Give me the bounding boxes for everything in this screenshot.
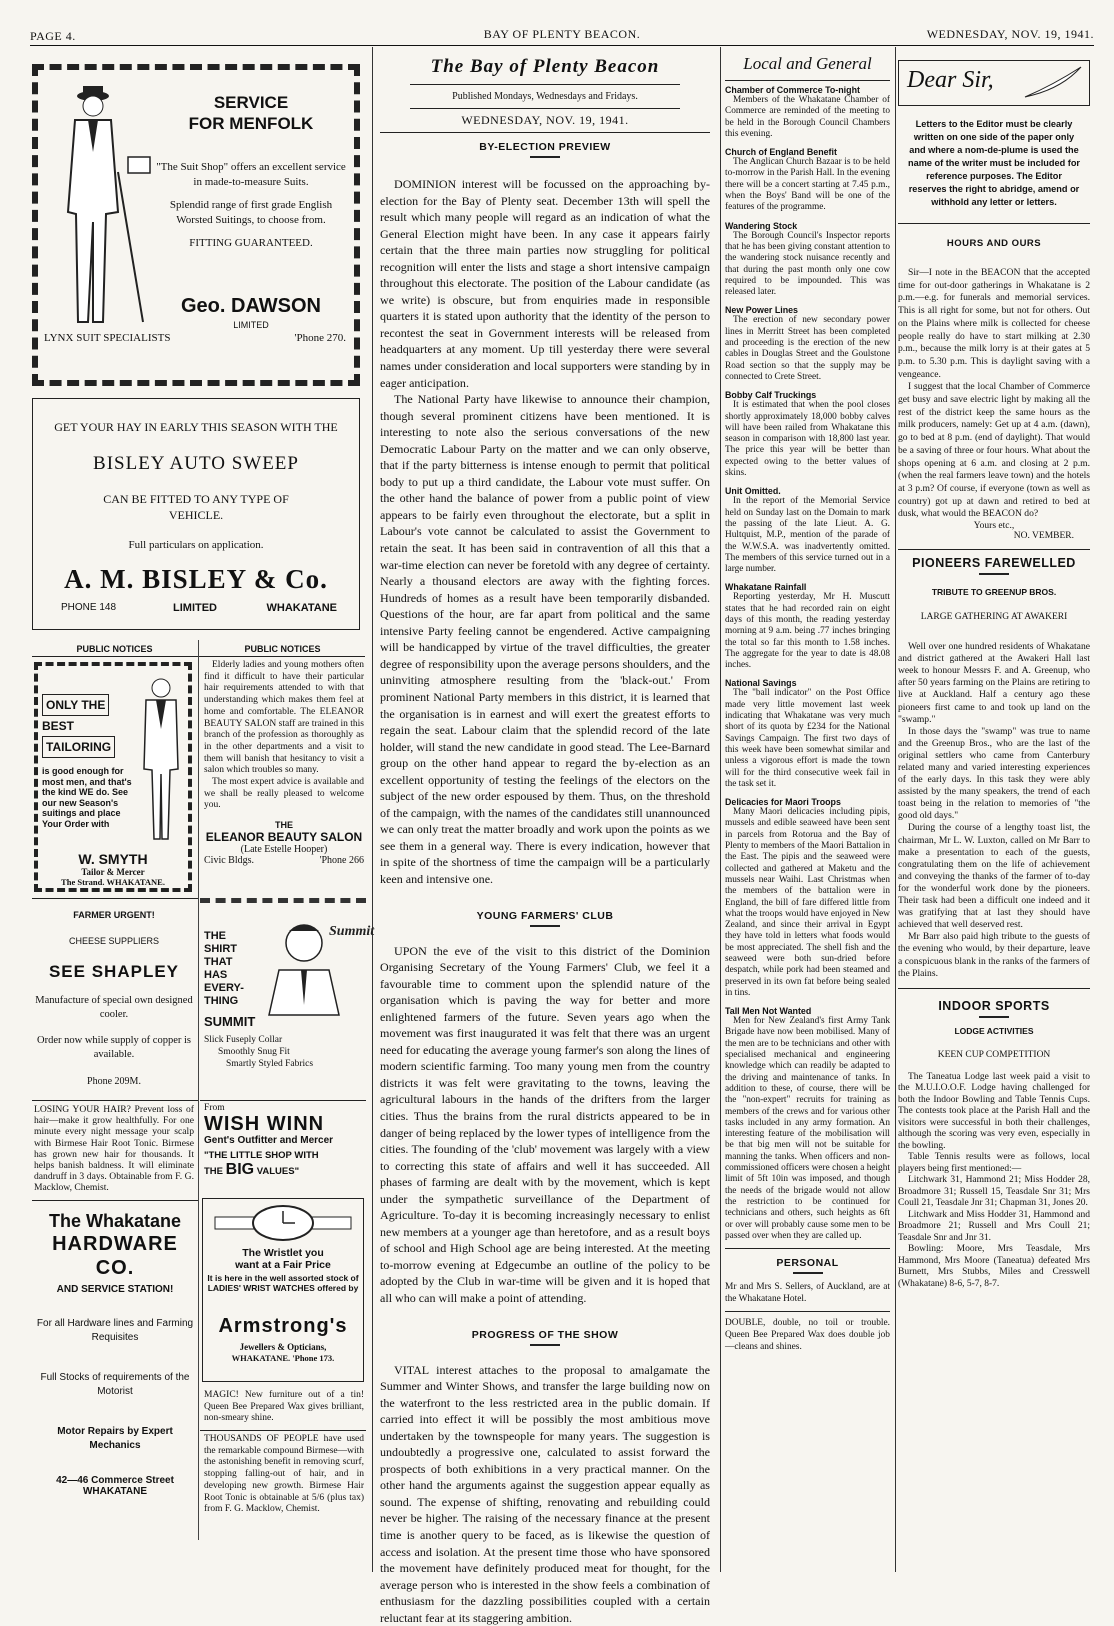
- magic-wax-notice: MAGIC! New furniture out of a tin! Queen Bee Prepared Wax gives brilliant, non-smeary shine.: [204, 1390, 364, 1423]
- news-item-text: Many Maori delicacies including pipis, mussels and edible seaweed have been sent in parcels from Rotorua and the Bay of Plenty to members of the Maori Battalion in the East. The pipis and the seaweed were collected and gathered at Maketu and the mussels near Waihi. Last Christmas when the members of the battalion were in England, the bill of fare differed little from what the troops would have enjoyed in New Zealand, and since their arrival in Egypt they have told in letters what foods would be most appreciated. The shell fish and the seaweed were both sun-dried before despatch, while pork had been steamed and preserved in its own fat before being sealed in tins.: [725, 807, 890, 998]
- news-item-text: Reporting yesterday, Mr H. Muscutt states that he had recorded rain on eight days of this month, the reading yesterday morning at 9 a.m. being .77 inches bringing the total so far this month to 1.58 inches. The aggregate for the year to date is 48.08 inches.: [725, 592, 890, 671]
- article-paragraph: Table Tennis results were as follows, local players being first mentioned:—: [898, 1152, 1090, 1174]
- winn-big: BIG: [225, 1161, 255, 1178]
- article-paragraph: The Taneatua Lodge last week paid a visit to the M.U.I.O.O.F. Lodge having challenged for both the Indoor Bowling and Table Tennis Cups. The contests took place at the Parish Hall and the visitors were successful in both their challenges, although the scoring was very even, especially in the bowling.: [898, 1071, 1090, 1151]
- article-paragraph: In those days the "swamp" was true to name and the Greenup Bros., who are the last of the original settlers who came from Canterbury related many and varied interesting experiences of the early days. In this task they were ably assisted by the many speakers, the trend of each toast being in the relation to memories of "the good old days.": [898, 725, 1090, 822]
- article-subheading: LARGE GATHERING AT AWAKERI: [920, 612, 1068, 623]
- quill-pen-icon: [1023, 65, 1083, 99]
- hardware-title: HARDWARE CO.: [52, 1233, 178, 1279]
- hardware-text: Full Stocks of requirements of the Motorist: [40, 1372, 190, 1397]
- smyth-name: W. SMYTH: [78, 851, 148, 867]
- local-general-column: [725, 50, 890, 1353]
- winn-trade: Gent's Outfitter and Mercer: [204, 1135, 334, 1146]
- dawson-text: "The Suit Shop" offers an excellent service in made-to-measure Suits.: [156, 161, 346, 188]
- summit-line: THING: [204, 995, 239, 1007]
- bisley-brand: A. M. BISLEY & Co.: [64, 564, 328, 594]
- shapley-line: FARMER URGENT!: [73, 910, 155, 920]
- article-paragraph: The National Party have likewise to announce their champion, though several prominent citizens have been mentioned. It is interesting to note also the serious conversations of the new Democratic Labour Party on the matter and we can only observe, that if the party bitterness is intense enough to permit that political body to put up a third candidate, the Labour vote must suffer. On the other hand the balance of power from a public point of view appears to be fairly even throughout the electorate, but a split in Labour's vote cannot be calculated to assist the Government to retain the seat. It has been said in contravention of all this that a war-time election can never be foretold with any degree of certainty. Nearly a thousand electors are away with the fighting forces. Hundreds of homes as a result have been temporarily disbanded. Questions of the hour, are far apart from political and the same intensive Party feeling cannot be engendered. Active campaigning will be handicapped by virtue of the travel difficulties, the greater degree of responsibility upon the average persons shoulders, and the uninviting atmosphere resulting from the 'black-out.' From prominent National Party members in this district, it is learned that the organisation is in earnest and will exert the greatest efforts to regain the seat. Labour claim that the splendid record of the late holder, will stand the new candidate in good stead. The Lee-Barnard group on the other hand appear to regard the by-election as an excellent opportunity of testing the feelings of the electors on the subject of the new order espoused by them. Thus, on the threshold of the campaign, with the names of the candidates still unannounced we can only treat the matter broadly and work upon the points as we see them in a general way. There is every indication, however that in spite of the shortness of time the campaign will be a particularly keen and intensive one.: [380, 392, 710, 886]
- news-item-text: In the report of the Memorial Service held on Sunday last on the Domain to mark the passing of the late Lieut. A. G. Hultquist, M.P., mention of the parade of the W.W.S.A. was inadvertently omitted. The members of this service turned out in a large number.: [725, 496, 890, 575]
- editorial-column: [380, 50, 710, 1626]
- summit-feature: Slick Fuseply Collar: [204, 1035, 283, 1045]
- news-item-heading: Wandering Stock: [725, 220, 798, 231]
- shirt-man-illustration: [259, 915, 375, 1020]
- news-item-heading: National Savings: [725, 678, 797, 689]
- hardware-ad: [34, 1210, 196, 1550]
- dawson-brand: Geo. DAWSON: [180, 295, 321, 317]
- public-notices-heading: PUBLIC NOTICES: [76, 644, 153, 654]
- shapley-name: SEE SHAPLEY: [48, 962, 180, 981]
- summit-line: THAT: [204, 956, 233, 968]
- letter-heading: HOURS AND OURS: [946, 238, 1042, 249]
- winn-name: WISH WINN: [204, 1113, 325, 1135]
- smyth-ad: [34, 662, 192, 892]
- dawson-limited: LIMITED: [233, 320, 269, 330]
- shapley-ad: [34, 910, 194, 1087]
- winn-from: From: [204, 1103, 225, 1113]
- article-paragraph: Mr Barr also paid high tribute to the guests of the evening who would, by their departure, leave a conspicuous blank in the ranks of the farmers of the Plains.: [898, 931, 1090, 979]
- top-rule: [30, 45, 1094, 46]
- hardware-address: 42—46 Commerce Street: [56, 1475, 174, 1486]
- masthead: [30, 25, 1094, 43]
- smyth-tailoring: TAILORING: [42, 736, 115, 758]
- winn-slogan: "THE LITTLE SHOP WITH: [204, 1150, 319, 1161]
- beauty-the: THE: [275, 820, 293, 831]
- smyth-only: ONLY THE: [42, 694, 109, 716]
- nameplate: The Bay of Plenty Beacon: [430, 56, 660, 77]
- hardware-text: For all Hardware lines and Farming Requisites: [36, 1318, 194, 1343]
- news-item-text: The Anglican Church Bazaar is to be held to-morrow in the Parish Hall. In the evening there will be a concert starting at 7.45 p.m., when the Boys' Band will be one of the features of the programme.: [725, 157, 890, 213]
- hardware-town: WHAKATANE: [82, 1486, 148, 1497]
- dawson-title: SERVICE: [213, 93, 289, 112]
- letters-column: [898, 50, 1090, 1290]
- dear-sir-text: Dear Sir,: [907, 67, 994, 93]
- summit-line: EVERY-: [204, 982, 244, 994]
- bisley-town: WHAKATANE: [266, 602, 337, 614]
- dawson-phone: 'Phone 270.: [294, 332, 346, 344]
- news-item-heading: New Power Lines: [725, 305, 798, 316]
- winn-slogan: VALUES": [256, 1166, 300, 1177]
- eleanor-beauty-ad: [204, 660, 364, 869]
- hardware-text: Motor Repairs by Expert Mechanics: [57, 1426, 173, 1451]
- armstrong-name: Armstrong's: [218, 1315, 348, 1337]
- armstrong-text: It is here in the well assorted stock of LADIES' WRIST WATCHES offered by: [207, 1273, 359, 1293]
- beauty-phone: 'Phone 266: [319, 855, 364, 867]
- armstrong-ad: [202, 1198, 364, 1382]
- bisley-limited: LIMITED: [173, 602, 217, 614]
- letter-signoff: Yours etc.,: [973, 521, 1015, 532]
- article-heading: YOUNG FARMERS' CLUB: [476, 909, 614, 922]
- svg-text:Summit: Summit: [329, 924, 375, 939]
- birmese-notice: THOUSANDS OF PEOPLE have used the remarkable compound Birmese—with the astonishing benefit in removing scurf, stopping falling-out of hair, and in developing new growth. Birmese Hair Root Tonic is obtainable at 5/6 (plus tax) from F. G. Macklow, Chemist.: [204, 1434, 364, 1515]
- smyth-address: The Strand. WHAKATANE.: [61, 877, 165, 887]
- bisley-product: BISLEY AUTO SWEEP: [93, 453, 299, 474]
- summit-feature: Smartly Styled Fabrics: [226, 1059, 314, 1069]
- news-item-heading: Tall Men Not Wanted: [725, 1006, 812, 1017]
- beauty-text: The most expert advice is available and we shall be really pleased to welcome you.: [204, 777, 364, 811]
- personal-text: Mr and Mrs S. Sellers, of Auckland, are at the Whakatane Hotel.: [725, 1282, 890, 1304]
- issue-date: WEDNESDAY, NOV. 19, 1941.: [926, 27, 1094, 41]
- wish-winn-ad: [204, 1103, 364, 1191]
- news-item-heading: Bobby Calf Truckings: [725, 390, 817, 401]
- news-item-text: Members of the Whakatane Chamber of Commerce are reminded of the meeting to be held in the Borough Council Chambers this evening.: [725, 95, 890, 139]
- wristwatch-illustration: [211, 1203, 356, 1243]
- news-item-text: The erection of new secondary power lines in Merritt Street has been completed and proceeding is the erection of the new cables in Douglas Street and the Goulstone Road section so that the supply may be connected to Crete Street.: [725, 315, 890, 382]
- dawson-subtitle: FOR MENFOLK: [188, 114, 314, 133]
- dawson-text: Splendid range of first grade English Worsted Suitings, to choose from.: [169, 199, 333, 226]
- dawson-spec: LYNX SUIT SPECIALISTS: [44, 332, 171, 344]
- news-item-heading: Whakatane Rainfall: [725, 582, 807, 593]
- letter-paragraph: I suggest that the local Chamber of Commerce get busy and save electric light by making all the rest of the district keep the same hours as the milk producers, namely: Get up at 4 a.m. (dawn), go to bed at 8 p.m. (end of daylight). That would be a saving of three or four hours. What about the shops opening at 6 a.m. and closing at 2 p.m. (when the real farmers leave town) and the hotels at 3 p.m? Of course, if everyone (town as well as country) got up at dawn and retired to bed at dusk, what would the BEACON do?: [898, 381, 1090, 520]
- publication-schedule: Published Mondays, Wednesdays and Fridays.: [452, 91, 638, 102]
- beauty-text: Elderly ladies and young mothers often find it difficult to have their particular hair requirements attended to with that understanding which makes them feel at home and comfortable. The ELEANOR BEAUTY SALON staff are trained in this branch of the profession as thoroughly as in the other departments and a visit to them will banish that hesitancy to visit a salon which troubles so many.: [204, 660, 364, 776]
- armstrong-address: WHAKATANE. 'Phone 173.: [231, 1353, 335, 1363]
- shapley-line: Order now while supply of copper is available.: [37, 1035, 191, 1060]
- bisley-line: CAN BE FITTED TO ANY TYPE OF VEHICLE.: [103, 492, 289, 522]
- beauty-address: Civic Bldgs.: [204, 855, 255, 867]
- column-divider: [895, 47, 896, 1572]
- smyth-trade: Tailor & Mercer: [81, 867, 145, 877]
- article-paragraph: Bowling: Moore, Mrs Teasdale, Mrs Hammond, Mrs Moore (Taneatua) defeated Mrs Burnett, Mrs Stubbs, Miles and Cresswell (Whakatane) 8-6, 5-7, 8-7.: [898, 1244, 1090, 1289]
- smyth-best: BEST: [42, 719, 75, 733]
- summit-line: HAS: [204, 969, 228, 981]
- article-heading: PIONEERS FAREWELLED: [912, 556, 1076, 571]
- summit-line: THE: [204, 930, 226, 942]
- article-heading: INDOOR SPORTS: [938, 998, 1050, 1013]
- news-item-heading: Church of England Benefit: [725, 147, 837, 158]
- article-paragraph: DOMINION interest will be focussed on the approaching by-election for the Bay of Plenty seat. December 13th will spell the result which many people will regard as an indication of what the General Election might have been. In any case it appears fairly certain that the three main parties now struggling for political recognition will enter the lists and stage a short intensive campaign throughout this electorate. The position of the Labour candidate (as we write) is obscure, but from enquiries made in responsible quarters it is stated upon authority that the identity of the person to recontest the seat in Government interests will be released from headquarters at any moment. Up till yesterday there were several names under consideration and local supporters were standing by in eager anticipation.: [380, 177, 710, 390]
- letters-policy: Letters to the Editor must be clearly written on one side of the paper only and where a nom-de-plume is used the name of the writer must be included for reference purposes. The Editor reserves the right to abridge, amend or withhold any letter or letters.: [907, 119, 1081, 207]
- winn-slogan: THE: [204, 1166, 223, 1177]
- dawson-text: FITTING GUARANTEED.: [189, 237, 313, 249]
- smyth-text: is good enough for most men, and that's the kind WE do. See our new Season's suitings and place Your Order with: [42, 766, 132, 829]
- letter-signature: NO. VEMBER.: [1013, 531, 1074, 542]
- bisley-phone: PHONE 148: [61, 602, 117, 613]
- news-item-heading: Chamber of Commerce To-night: [725, 85, 860, 95]
- news-item-text: Men for New Zealand's first Army Tank Brigade have now been mobilised. Many of the men are to be technicians and other with specialised mechanical and engineering knowledge which can readily be adapted to the driving and maintenance of tanks. In addition to these, of course, there will be the "non-expert" recruits for training as members of the crews and for various other tasks included in any army formation. An interesting feature of the mobilisation will be that big men will not be suitable for manning the tanks. When officers and non-commissioned officers were chosen a height limit of 5ft 10in was imposed, and though the needs of the brigade would not allow the restriction to be continued for technicians and others, such heights as 6ft or over will probably cause some men to be passed over when they are called up.: [725, 1016, 890, 1241]
- news-item-text: The "ball indicator" on the Post Office made very little movement last week indicating that Whakatane was very much short of its quota by £234 for the National Savings Campaign. The first two days of this week have been somewhat similar and unless a vigorous effort is made the town will for the third consecutive week fail in the task set it.: [725, 688, 890, 789]
- summit-line: SHIRT: [204, 943, 237, 955]
- article-paragraph: UPON the eve of the visit to this district of the Dominion Organising Secretary of the Young Farmers' Club, we feel it a favourable time to comment upon the splendid nature of the organisation which is paving the way for better and more enlightened farmers of the future. Seven years ago when the movement was first inaugurated it was felt that there was an urgent need for educating the average young farmer's son along the lines of modern scientific farming. Too many young men from the country districts it was felt were gravitating to the towns, leaving the agricultural labours in the hands of the drifters from the larger cities. Thus the brains from the rural districts appeared to be in danger of being replaced by the lower types of intelligence from the cities. The founding of the 'club' movement was largely with a view to correcting this state of affairs and well it has succeeded. All phases of farming are dealt with by the movement, which is kept under the sympathetic surveillance of the Department of Agriculture. To-day it is becoming increasingly necessary to enlist new members at a younger age than heretofore, and as a result boys of school and High School age are being interested. At the meeting to-morrow evening at Edgecumbe an outline of the policy to be adopted by the Club in war-time will be given and it is hoped that all who can will make a point of attending.: [380, 943, 710, 1305]
- armstrong-line: want at a Fair Price: [235, 1259, 331, 1271]
- personal-heading: PERSONAL: [776, 1257, 839, 1270]
- column-divider: [372, 47, 373, 1572]
- hardware-subtitle: AND SERVICE STATION!: [56, 1284, 174, 1295]
- column-divider: [720, 47, 721, 1572]
- tailored-man-illustration: [136, 674, 186, 844]
- dear-sir-banner: [898, 60, 1090, 106]
- hardware-title: The Whakatane: [48, 1211, 182, 1231]
- double-wax-notice: DOUBLE, double, no toil or trouble. Queen Bee Prepared Wax does double job—cleans and shines.: [725, 1318, 890, 1352]
- shapley-phone: Phone 209M.: [87, 1076, 141, 1087]
- article-paragraph: VITAL interest attaches to the proposal to amalgamate the Summer and Winter Shows, and transfer the large building now on the waterfront to the less restricted area in the public domain. If carried into effect it will be possibly the most ambitious move undertaken by the townspeople for many years. The suggestion is undoubtedly a progressive one, calculated to assist forward the prospects of both exhibitions in a very practical manner. On the other hand the arguments against the suggestion appear equally as sound. The expense of shifting, renovating and rebuilding could never be higher. The raising of the necessary finance at the present time is another query to be faced, as is likewise the question of access and isolation. At the present time those who have sponsored the movement have definitely produced meat for thought, for the average person who is interested in the show feels a combination of enthusiasm for the dazzling possibilities coupled with a certain reluctant fear at its staggering ambition.: [380, 1362, 710, 1625]
- bisley-line: Full particulars on application.: [128, 539, 264, 551]
- dawson-ad: [32, 64, 360, 386]
- shapley-line: CHEESE SUPPLIERS: [68, 936, 160, 946]
- article-subheading: KEEN CUP COMPETITION: [937, 1049, 1051, 1060]
- article-paragraph: Litchwark 31, Hammond 21; Miss Hodder 28, Broadmore 31; Russell 15, Teasdale Snr 31; Mrs Coull 21, Teasdale Jnr 31; Chapman 31, Jones 20.: [898, 1175, 1090, 1209]
- suited-man-illustration: [48, 82, 158, 332]
- news-item-heading: Unit Omitted.: [725, 486, 781, 497]
- article-heading: BY-ELECTION PREVIEW: [479, 141, 611, 153]
- column-title: Local and General: [743, 54, 872, 73]
- editorial-date: WEDNESDAY, NOV. 19, 1941.: [461, 113, 629, 127]
- article-paragraph: During the course of a lengthy toast list, the chairman, Mr L. W. Luxton, called on Mr Barr to make a presentation to each of the guests, congratulating them on the life of achievement and conveying the thanks of the farmer of to-day for the wonderful work done by the pioneers. Their task had been a difficult one indeed and it was gratifying that at last they should have achieved that well deserved rest.: [898, 822, 1090, 931]
- armstrong-line: The Wristlet you: [242, 1247, 324, 1259]
- armstrong-trade: Jewellers & Opticians,: [239, 1342, 327, 1352]
- article-paragraph: Litchwark and Miss Hodder 31, Hammond and Broadmore 21; Russell and Mrs Coull 21; Teasdale Snr and Jnr 31.: [898, 1209, 1090, 1243]
- summit-shirt-ad: [204, 910, 375, 1095]
- news-item-heading: Delicacies for Maori Troops: [725, 797, 841, 808]
- article-subheading: TRIBUTE TO GREENUP BROS.: [931, 587, 1057, 598]
- article-heading: PROGRESS OF THE SHOW: [471, 1328, 619, 1341]
- bisley-ad: [32, 398, 360, 630]
- letter-paragraph: Sir—I note in the BEACON that the accepted time for out-door gatherings in Whakatane is 2 p.m.—e.g. for funerals and memorial services. This is all right for some, but not for others. Out on the Plains where milk is collected for cheese people really do have to start milking at 2.30 p.m., because the milk lorry is at their gates at 5 p.m. to 5.30 p.m. This is daylight saving with a vengeance.: [898, 267, 1090, 380]
- bisley-line: GET YOUR HAY IN EARLY THIS SEASON WITH THE: [54, 420, 338, 434]
- shapley-line: Manufacture of special own designed cooler.: [35, 995, 193, 1020]
- summit-feature: Smoothly Snug Fit: [218, 1047, 290, 1057]
- summit-brand: SUMMIT: [204, 1014, 256, 1029]
- public-notices-heading: PUBLIC NOTICES: [244, 644, 321, 654]
- article-paragraph: Well over one hundred residents of Whakatane and district gathered at the Awakeri Hall last week to honour Messrs F. and A. Greenup, who after 50 years farming on the Plains are retiring to live at Auckland. Half a century ago these pioneers first came to and took up land on the "swamp.": [898, 641, 1090, 725]
- beauty-late: (Late Estelle Hooper): [240, 844, 328, 856]
- newspaper-title: BAY OF PLENTY BEACON.: [483, 27, 641, 41]
- page-number: PAGE 4.: [30, 29, 76, 43]
- hair-tonic-notice: LOSING YOUR HAIR? Prevent loss of hair—make it grow healthfully. For one minute every night message your scalp with Birmese Hair Root Tonic. Birmese has grown new hair for thousands. It helps banish baldness. It will eliminate dandruff in 3 days. Obtainable from F. G. Macklow, Chemist.: [34, 1104, 194, 1194]
- news-item-text: The Borough Council's Inspector reports that he has been giving constant attention to the wandering stock nuisance recently and that during the past month only one cow required to be impounded. This was released later.: [725, 230, 890, 298]
- article-subheading: LODGE ACTIVITIES: [954, 1025, 1034, 1036]
- beauty-name: ELEANOR BEAUTY SALON: [205, 830, 363, 845]
- news-item-text: It is estimated that when the pool closes shortly approximately 18,000 bobby calves will have been railed from Whakatane this season in comparison with 18,800 last year. The price this year will be better than expected owing to the better values of skins.: [725, 400, 890, 479]
